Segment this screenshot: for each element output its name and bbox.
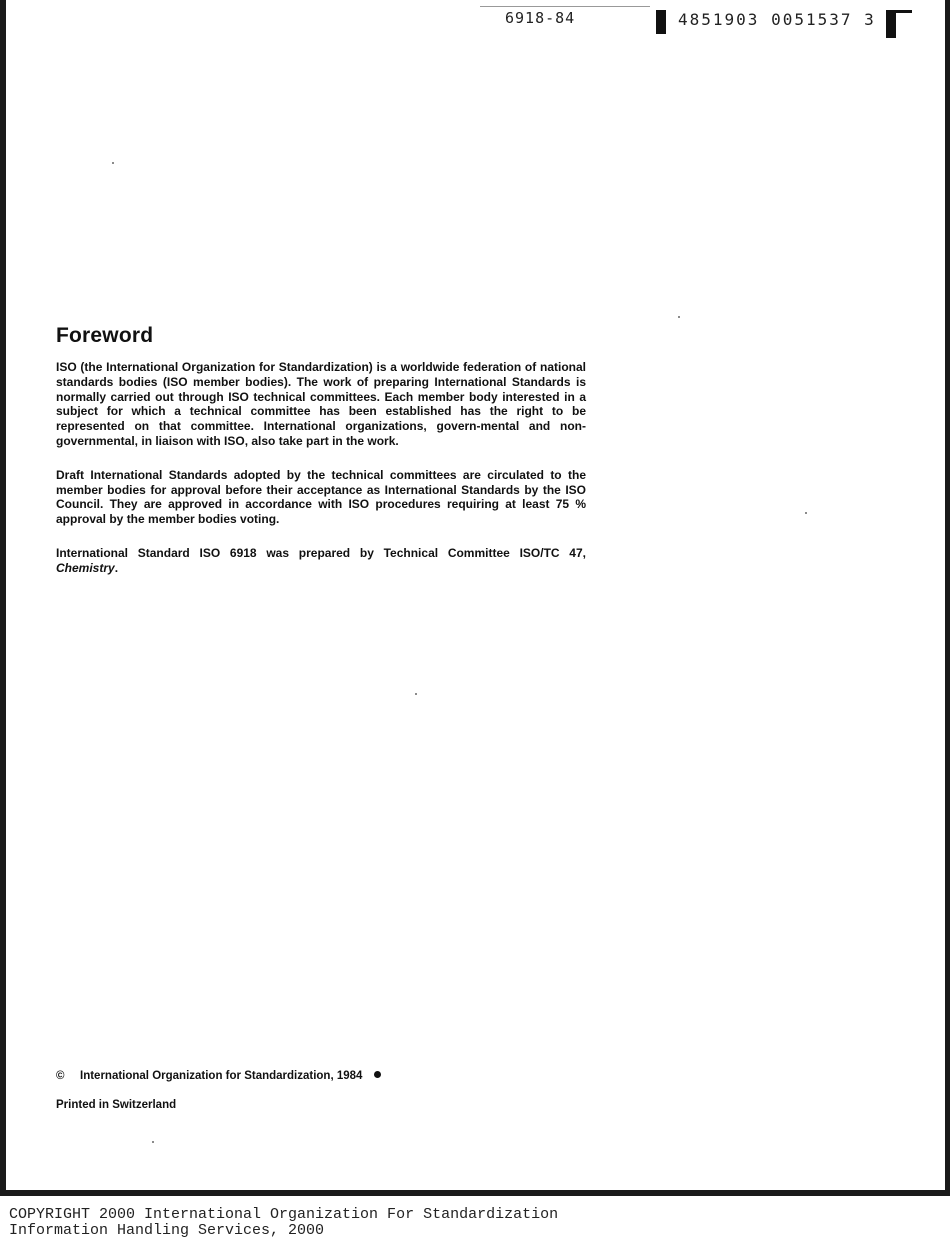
document-number: 6918-84 <box>505 9 576 27</box>
committee-name: Chemistry <box>56 560 115 575</box>
barcode-end-mark <box>886 10 912 38</box>
copyright-icon: © <box>56 1070 65 1082</box>
foreword-title: Foreword <box>56 324 154 347</box>
copyright-text: International Organization for Standardization, 1984 <box>80 1070 363 1082</box>
footer-line-1: COPYRIGHT 2000 International Organization For Standardization <box>9 1206 559 1223</box>
foreword-paragraph-2: Draft International Standards adopted by the technical committees are circulated to the member bodies for approval before their acceptance as International Standards by the ISO Council. They are approved in accordance with ISO procedures requiring at least 75 % approval by the member bodies voting. <box>56 467 586 527</box>
copyright-footer <box>9 1207 558 1239</box>
bullet-icon <box>374 1071 381 1078</box>
scan-speck <box>678 316 680 318</box>
barcode-start-mark <box>656 10 666 34</box>
printed-location: Printed in Switzerland <box>56 1099 177 1111</box>
foreword-paragraph-1: ISO (the International Organization for Standardization) is a worldwide federation of national standards bodies (ISO member bodies). The work of preparing International Standards is normally carried out through ISO technical committees. Each member body interested in a subject for which a technical committee has been established has the right to be represented on that committee. International organizations, govern-mental and non-governmental, in liaison with ISO, also take part in the work. <box>56 360 586 448</box>
paragraph-3-end: . <box>114 560 119 575</box>
scan-speck <box>152 1141 154 1143</box>
barcode-number: 4851903 0051537 3 <box>678 10 876 29</box>
scan-edge-right <box>945 0 950 1196</box>
scan-speck <box>805 512 807 514</box>
foreword-paragraph-3 <box>56 546 586 576</box>
scan-edge-bottom <box>0 1190 950 1196</box>
copyright-line <box>56 1070 381 1082</box>
scan-speck <box>415 693 417 695</box>
paragraph-3-text: International Standard ISO 6918 was prepared by Technical Committee ISO/TC 47, <box>56 545 586 560</box>
footer-line-2: Information Handling Services, 2000 <box>9 1222 325 1239</box>
header-rule <box>480 6 650 7</box>
scan-edge-left <box>0 0 6 1196</box>
scan-speck <box>112 162 114 164</box>
foreword-section <box>56 324 586 595</box>
